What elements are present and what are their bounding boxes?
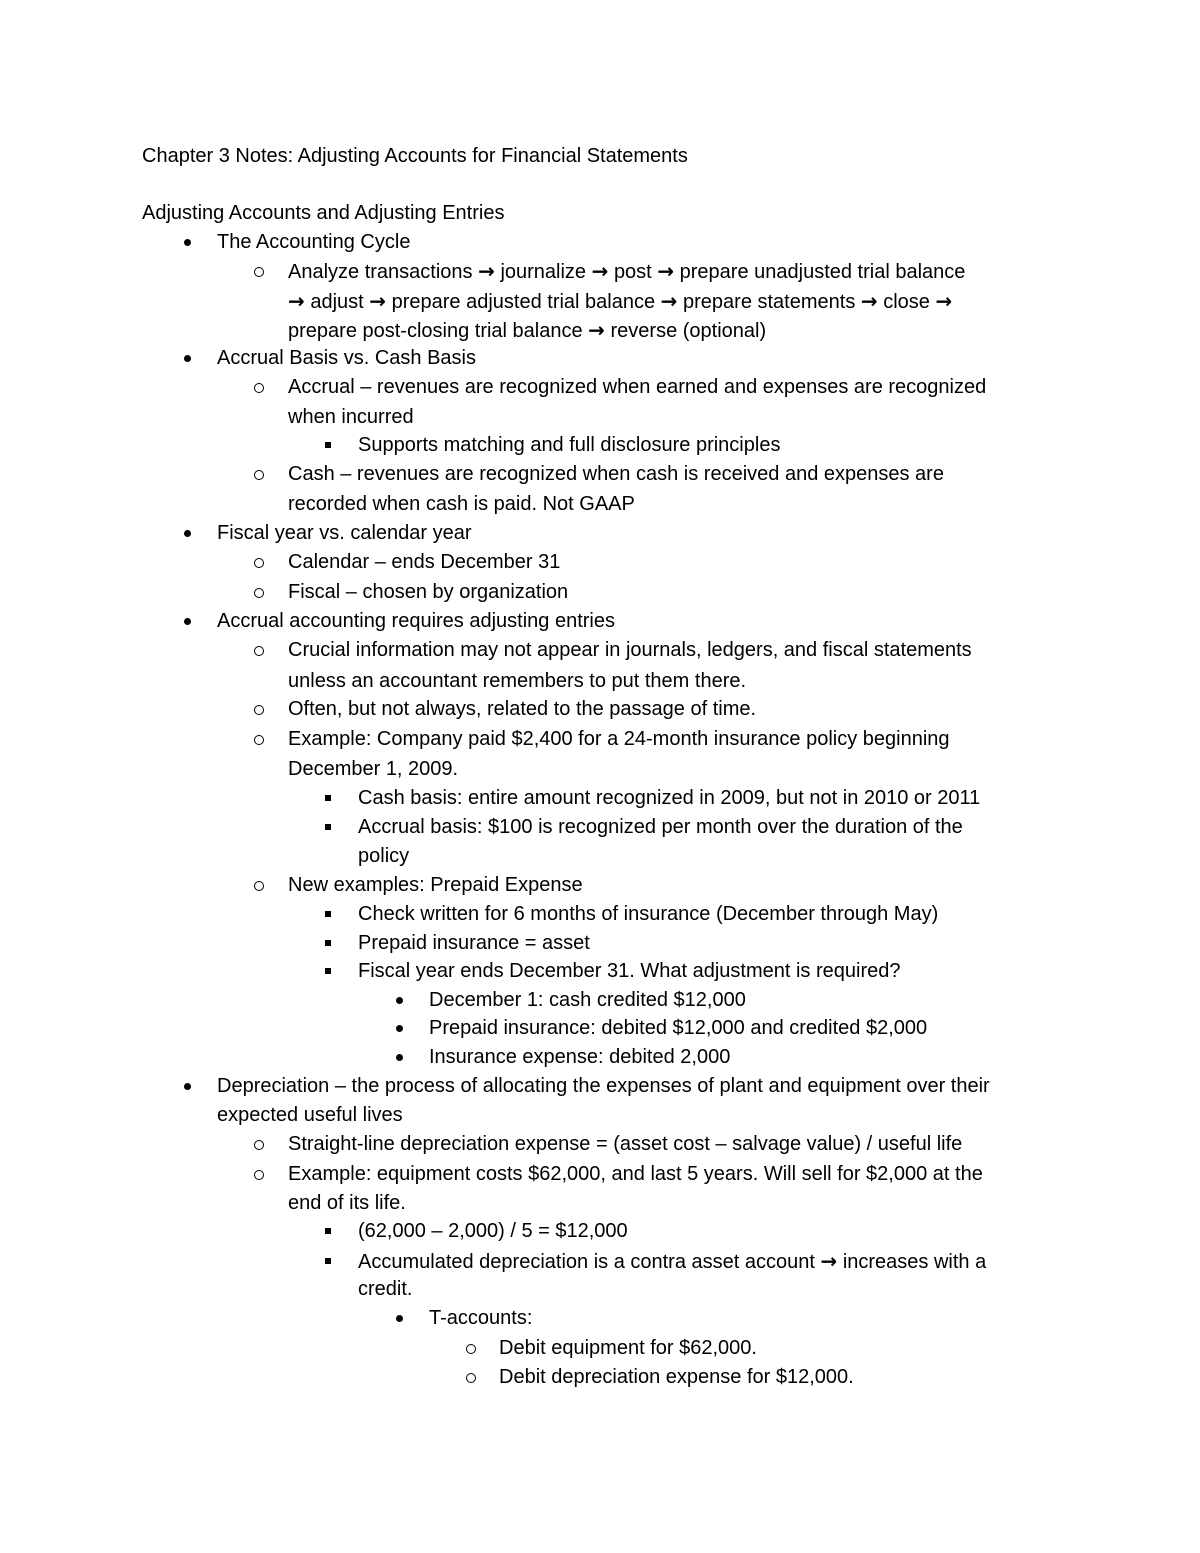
list-item: Cash – revenues are recognized when cash is received and expenses are bbox=[288, 463, 944, 485]
circle-bullet-icon bbox=[254, 881, 264, 891]
list-item bbox=[358, 1247, 986, 1277]
cycle-step: journalize bbox=[500, 261, 587, 283]
bullet-dot-icon bbox=[396, 1315, 403, 1322]
list-item: (62,000 – 2,000) / 5 = $12,000 bbox=[358, 1220, 628, 1242]
list-item-continuation: when incurred bbox=[288, 406, 414, 428]
cycle-step: prepare post-closing trial balance bbox=[288, 320, 583, 342]
circle-bullet-icon bbox=[254, 705, 264, 715]
list-item-continuation: credit. bbox=[358, 1278, 413, 1300]
list-item: Accrual accounting requires adjusting entries bbox=[217, 610, 615, 632]
circle-bullet-icon bbox=[254, 1140, 264, 1150]
list-item: The Accounting Cycle bbox=[217, 231, 411, 253]
list-item: Example: equipment costs $62,000, and last 5 years. Will sell for $2,000 at the bbox=[288, 1163, 983, 1185]
bullet-dot-icon bbox=[184, 618, 191, 625]
list-item-continuation: expected useful lives bbox=[217, 1104, 403, 1126]
square-bullet-icon bbox=[325, 1228, 331, 1234]
circle-bullet-icon bbox=[254, 588, 264, 598]
list-item: Accrual – revenues are recognized when earned and expenses are recognized bbox=[288, 376, 987, 398]
list-item: Calendar – ends December 31 bbox=[288, 551, 561, 573]
list-item-continuation bbox=[288, 316, 766, 346]
list-item: December 1: cash credited $12,000 bbox=[429, 989, 746, 1011]
cycle-step: prepare adjusted trial balance bbox=[391, 291, 656, 313]
list-item: Debit depreciation expense for $12,000. bbox=[499, 1366, 854, 1388]
square-bullet-icon bbox=[325, 795, 331, 801]
right-arrow-icon: → bbox=[820, 1249, 838, 1273]
right-arrow-icon: → bbox=[657, 259, 675, 283]
cycle-step: Analyze transactions bbox=[288, 261, 473, 283]
square-bullet-icon bbox=[325, 968, 331, 974]
list-item-text: Accumulated depreciation is a contra asset account bbox=[358, 1251, 815, 1273]
square-bullet-icon bbox=[325, 442, 331, 448]
list-item-continuation: unless an accountant remembers to put them there. bbox=[288, 670, 747, 692]
circle-bullet-icon bbox=[254, 646, 264, 656]
section-heading: Adjusting Accounts and Adjusting Entries bbox=[142, 202, 505, 224]
circle-bullet-icon bbox=[254, 558, 264, 568]
list-item: Accrual Basis vs. Cash Basis bbox=[217, 347, 476, 369]
list-item: Supports matching and full disclosure principles bbox=[358, 434, 781, 456]
cycle-step: reverse (optional) bbox=[610, 320, 767, 342]
list-item: Often, but not always, related to the passage of time. bbox=[288, 698, 757, 720]
list-item: Fiscal year ends December 31. What adjustment is required? bbox=[358, 960, 901, 982]
bullet-dot-icon bbox=[184, 530, 191, 537]
list-item: Fiscal – chosen by organization bbox=[288, 581, 569, 603]
list-item: T-accounts: bbox=[429, 1307, 533, 1329]
list-item: New examples: Prepaid Expense bbox=[288, 874, 583, 896]
list-item: Crucial information may not appear in journals, ledgers, and fiscal statements bbox=[288, 639, 972, 661]
right-arrow-icon: → bbox=[860, 289, 878, 313]
bullet-dot-icon bbox=[396, 997, 403, 1004]
list-item: Prepaid insurance = asset bbox=[358, 932, 590, 954]
list-item bbox=[288, 257, 965, 287]
cycle-step: prepare statements bbox=[683, 291, 856, 313]
square-bullet-icon bbox=[325, 824, 331, 830]
list-item: Prepaid insurance: debited $12,000 and credited $2,000 bbox=[429, 1017, 928, 1039]
cycle-step: prepare unadjusted trial balance bbox=[679, 261, 966, 283]
square-bullet-icon bbox=[325, 911, 331, 917]
bullet-dot-icon bbox=[396, 1025, 403, 1032]
circle-bullet-icon bbox=[466, 1373, 476, 1383]
circle-bullet-icon bbox=[254, 267, 264, 277]
list-item-continuation: policy bbox=[358, 845, 410, 867]
list-item-continuation bbox=[288, 287, 952, 317]
list-item: Debit equipment for $62,000. bbox=[499, 1337, 757, 1359]
right-arrow-icon: → bbox=[478, 259, 495, 283]
circle-bullet-icon bbox=[254, 383, 264, 393]
list-item: Example: Company paid $2,400 for a 24-month insurance policy beginning bbox=[288, 728, 950, 750]
cycle-step: close bbox=[883, 291, 930, 313]
list-item: Depreciation – the process of allocating the expenses of plant and equipment over their bbox=[217, 1075, 990, 1097]
bullet-dot-icon bbox=[396, 1054, 403, 1061]
circle-bullet-icon bbox=[254, 735, 264, 745]
list-item: Accrual basis: $100 is recognized per month over the duration of the bbox=[358, 816, 963, 838]
square-bullet-icon bbox=[325, 1258, 331, 1264]
right-arrow-icon: → bbox=[588, 318, 605, 342]
circle-bullet-icon bbox=[466, 1344, 476, 1354]
bullet-dot-icon bbox=[184, 239, 191, 246]
page-title: Chapter 3 Notes: Adjusting Accounts for Financial Statements bbox=[142, 145, 688, 167]
list-item: Cash basis: entire amount recognized in 2009, but not in 2010 or 2011 bbox=[358, 787, 981, 809]
bullet-dot-icon bbox=[184, 1083, 191, 1090]
cycle-step: post bbox=[613, 261, 652, 283]
list-item-continuation: December 1, 2009. bbox=[288, 758, 459, 780]
right-arrow-icon: → bbox=[369, 289, 387, 313]
right-arrow-icon: → bbox=[591, 259, 609, 283]
list-item-continuation: recorded when cash is paid. Not GAAP bbox=[288, 493, 635, 515]
circle-bullet-icon bbox=[254, 1170, 264, 1180]
right-arrow-icon: → bbox=[288, 289, 305, 313]
circle-bullet-icon bbox=[254, 470, 264, 480]
cycle-step: adjust bbox=[310, 291, 364, 313]
list-item: Straight-line depreciation expense = (asset cost – salvage value) / useful life bbox=[288, 1133, 963, 1155]
square-bullet-icon bbox=[325, 940, 331, 946]
list-item-text: increases with a bbox=[842, 1251, 987, 1273]
right-arrow-icon: → bbox=[660, 289, 678, 313]
list-item: Check written for 6 months of insurance (December through May) bbox=[358, 903, 939, 925]
list-item-continuation: end of its life. bbox=[288, 1192, 406, 1214]
list-item: Fiscal year vs. calendar year bbox=[217, 522, 472, 544]
list-item: Insurance expense: debited 2,000 bbox=[429, 1046, 731, 1068]
right-arrow-icon: → bbox=[935, 289, 953, 313]
bullet-dot-icon bbox=[184, 355, 191, 362]
